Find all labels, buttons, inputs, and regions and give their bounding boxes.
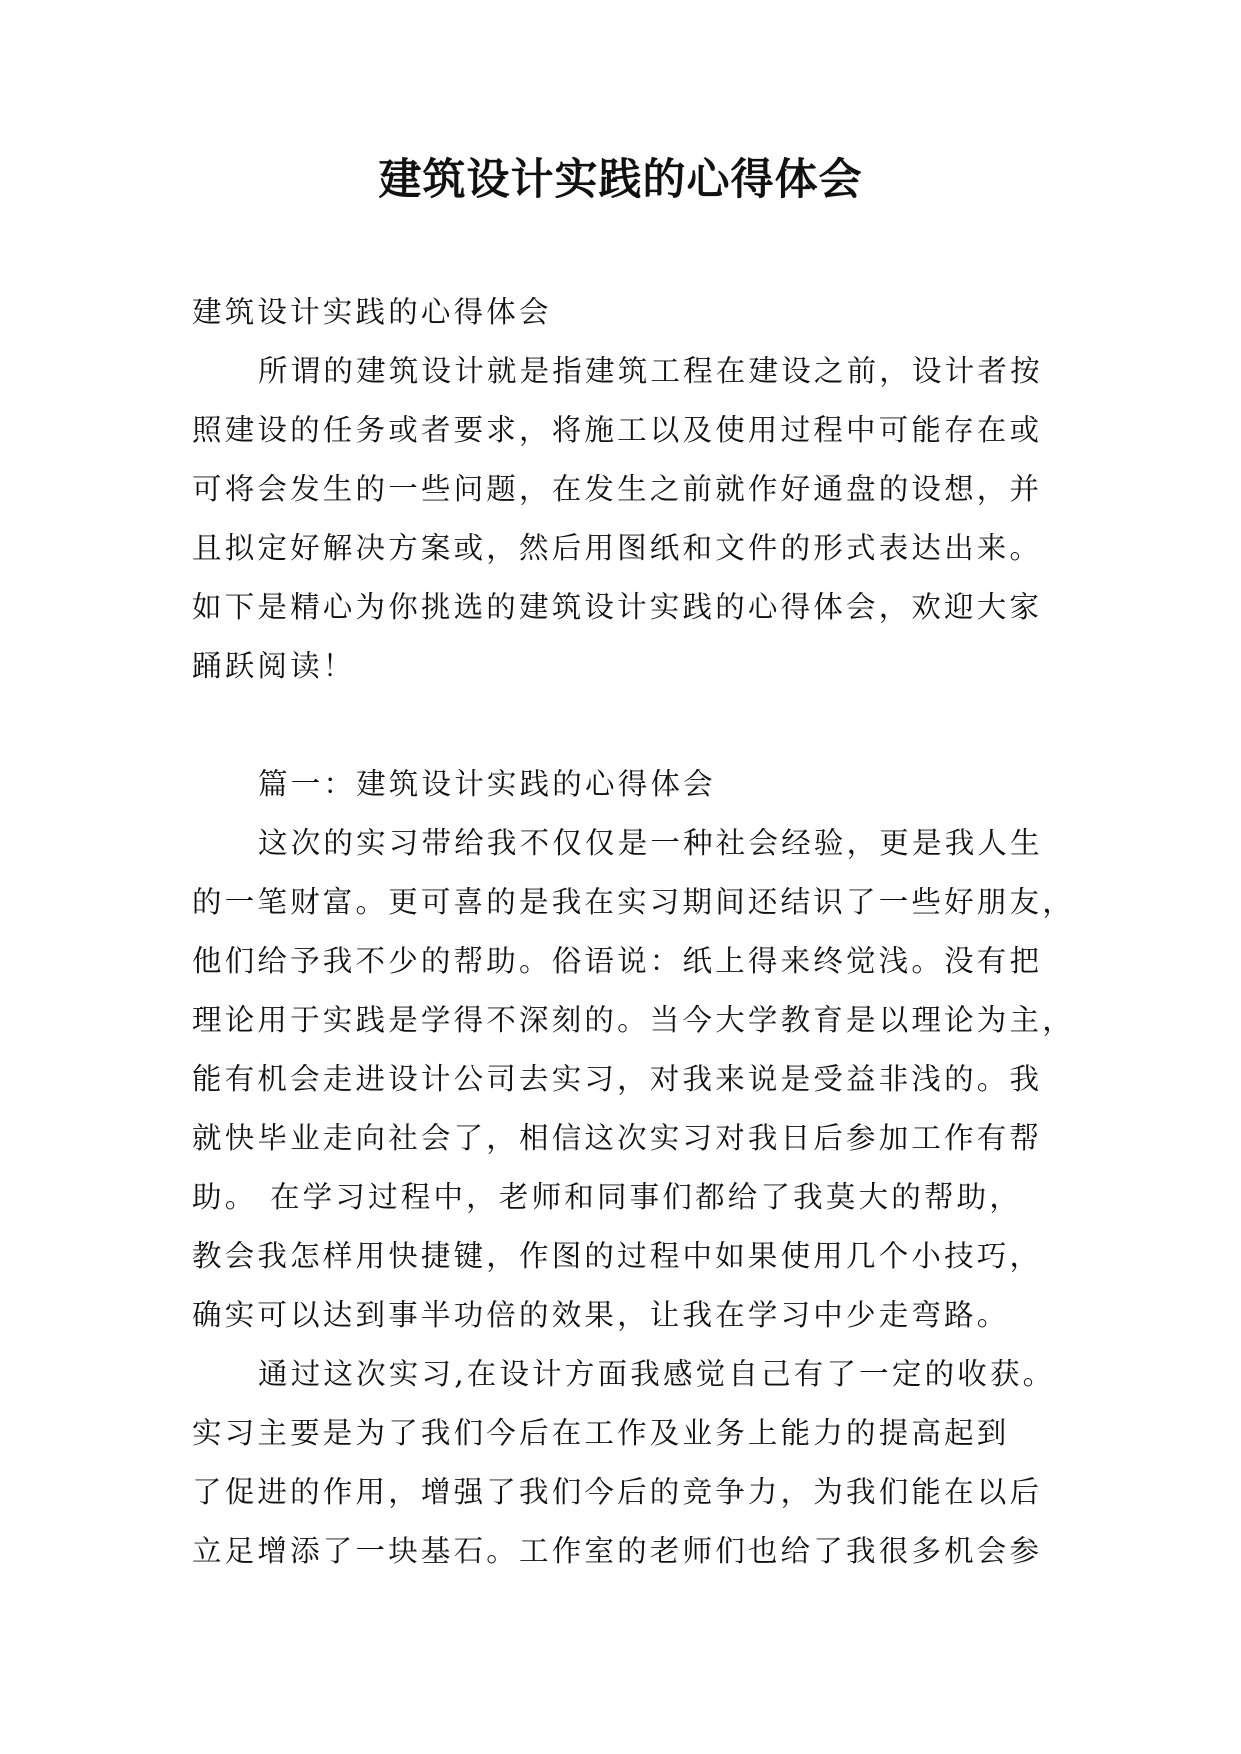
text-line: 助。 在学习过程中，老师和同事们都给了我莫大的帮助， — [192, 1180, 1023, 1214]
paragraph-gap — [192, 696, 1052, 755]
text-line: 能有机会走进设计公司去实习，对我来说是受益非浅的。我 — [192, 1062, 1043, 1096]
text-line: 理论用于实践是学得不深刻的。当今大学教育是以理论为主， — [192, 1003, 1075, 1037]
text-line: 且拟定好解决方案或，然后用图纸和文件的形式表达出来。 — [192, 531, 1043, 565]
text-line: 建筑设计实践的心得体会 — [192, 295, 552, 329]
text-line: 了促进的作用，增强了我们今后的竞争力，为我们能在以后 — [192, 1475, 1043, 1509]
text-line: 篇一：建筑设计实践的心得体会 — [258, 767, 716, 801]
text-line: 踊跃阅读！ — [192, 649, 356, 683]
text-line: 如下是精心为你挑选的建筑设计实践的心得体会，欢迎大家 — [192, 590, 1043, 624]
text-line: 实习主要是为了我们今后在工作及业务上能力的提高起到 — [192, 1416, 1010, 1450]
document-body — [192, 283, 1075, 1581]
text-line: 这次的实习带给我不仅仅是一种社会经验，更是我人生 — [258, 826, 1043, 860]
text-line: 的一笔财富。更可喜的是我在实习期间还结识了一些好朋友， — [192, 885, 1075, 919]
text-line: 通过这次实习,在设计方面我感觉自己有了一定的收获。 — [258, 1357, 1056, 1391]
text-line: 可将会发生的一些问题，在发生之前就作好通盘的设想，并 — [192, 472, 1043, 506]
text-line: 就快毕业走向社会了，相信这次实习对我日后参加工作有帮 — [192, 1121, 1043, 1155]
text-line: 确实可以达到事半功倍的效果，让我在学习中少走弯路。 — [192, 1298, 1010, 1332]
text-line: 立足增添了一块基石。工作室的老师们也给了我很多机会参 — [192, 1534, 1043, 1568]
text-line: 照建设的任务或者要求，将施工以及使用过程中可能存在或 — [192, 413, 1043, 447]
document-title: 建筑设计实践的心得体会 — [378, 155, 863, 205]
text-line: 他们给予我不少的帮助。俗语说：纸上得来终觉浅。没有把 — [192, 944, 1043, 978]
text-line: 教会我怎样用快捷键，作图的过程中如果使用几个小技巧， — [192, 1239, 1043, 1273]
text-line: 所谓的建筑设计就是指建筑工程在建设之前，设计者按 — [258, 354, 1043, 388]
